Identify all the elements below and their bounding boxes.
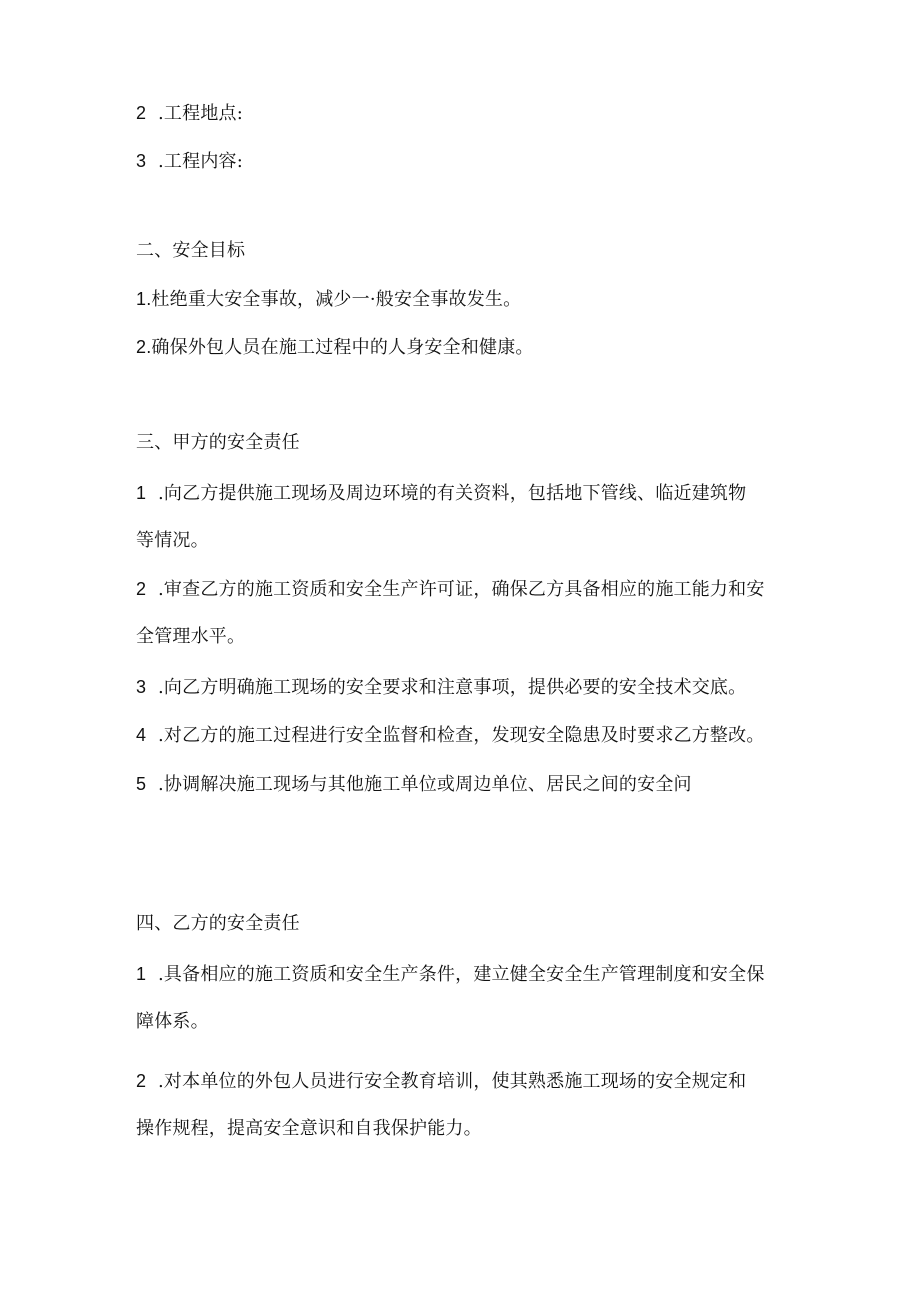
item-number: 3 bbox=[136, 677, 147, 697]
item-text: .对乙方的施工过程进行安全监督和检查，发现安全隐患及时要求乙方整改。 bbox=[158, 725, 765, 746]
safety-goal-item bbox=[136, 335, 534, 360]
item-text: .工程内容: bbox=[158, 151, 243, 172]
item-number: 5 bbox=[136, 774, 147, 794]
item-text: .协调解决施工现场与其他施工单位或周边单位、居民之间的安全问 bbox=[158, 774, 692, 795]
item-text: .对本单位的外包人员进行安全教育培训，使其熟悉施工现场的安全规定和 bbox=[158, 1071, 747, 1092]
item-text: .向乙方提供施工现场及周边环境的有关资料，包括地下管线、临近建筑物 bbox=[158, 483, 747, 504]
party-b-item-1 bbox=[136, 962, 765, 987]
item-text: .向乙方明确施工现场的安全要求和注意事项，提供必要的安全技术交底。 bbox=[158, 677, 747, 698]
project-item-content bbox=[136, 149, 243, 174]
party-a-item-1 bbox=[136, 481, 746, 506]
item-number: 2 bbox=[136, 103, 147, 123]
item-text: 杜绝重大安全事故，减少一·般安全事故发生。 bbox=[151, 289, 522, 310]
party-a-item-2-continued: 全管理水平。 bbox=[136, 626, 246, 647]
item-text: .具备相应的施工资质和安全生产条件，建立健全安全生产管理制度和安全保 bbox=[158, 964, 765, 985]
party-a-item-5 bbox=[136, 772, 692, 797]
item-number: 2. bbox=[136, 337, 152, 357]
safety-goal-item bbox=[136, 287, 521, 312]
item-text: .审查乙方的施工资质和安全生产许可证，确保乙方具备相应的施工能力和安 bbox=[158, 579, 765, 600]
item-text: 确保外包人员在施工过程中的人身安全和健康。 bbox=[151, 337, 534, 358]
item-number: 1 bbox=[136, 483, 147, 503]
party-a-item-2 bbox=[136, 577, 765, 602]
item-number: 3 bbox=[136, 151, 147, 171]
item-number: 1. bbox=[136, 289, 152, 309]
item-number: 2 bbox=[136, 579, 147, 599]
item-number: 1 bbox=[136, 964, 147, 984]
party-b-item-1-continued: 障体系。 bbox=[136, 1011, 209, 1032]
item-number: 4 bbox=[136, 725, 147, 745]
party-a-item-3 bbox=[136, 675, 746, 700]
party-a-item-1-continued: 等情况。 bbox=[136, 530, 209, 551]
party-b-item-2 bbox=[136, 1069, 746, 1094]
section-heading-party-a: 三、甲方的安全责任 bbox=[136, 432, 300, 453]
item-number: 2 bbox=[136, 1071, 147, 1091]
party-a-item-4 bbox=[136, 723, 765, 748]
section-heading-party-b: 四、乙方的安全责任 bbox=[136, 913, 300, 934]
party-b-item-2-continued: 操作规程，提高安全意识和自我保护能力。 bbox=[136, 1118, 482, 1139]
section-heading-safety-goals: 二、安全目标 bbox=[136, 240, 246, 261]
project-item-location bbox=[136, 101, 243, 126]
item-text: .工程地点: bbox=[158, 103, 243, 124]
